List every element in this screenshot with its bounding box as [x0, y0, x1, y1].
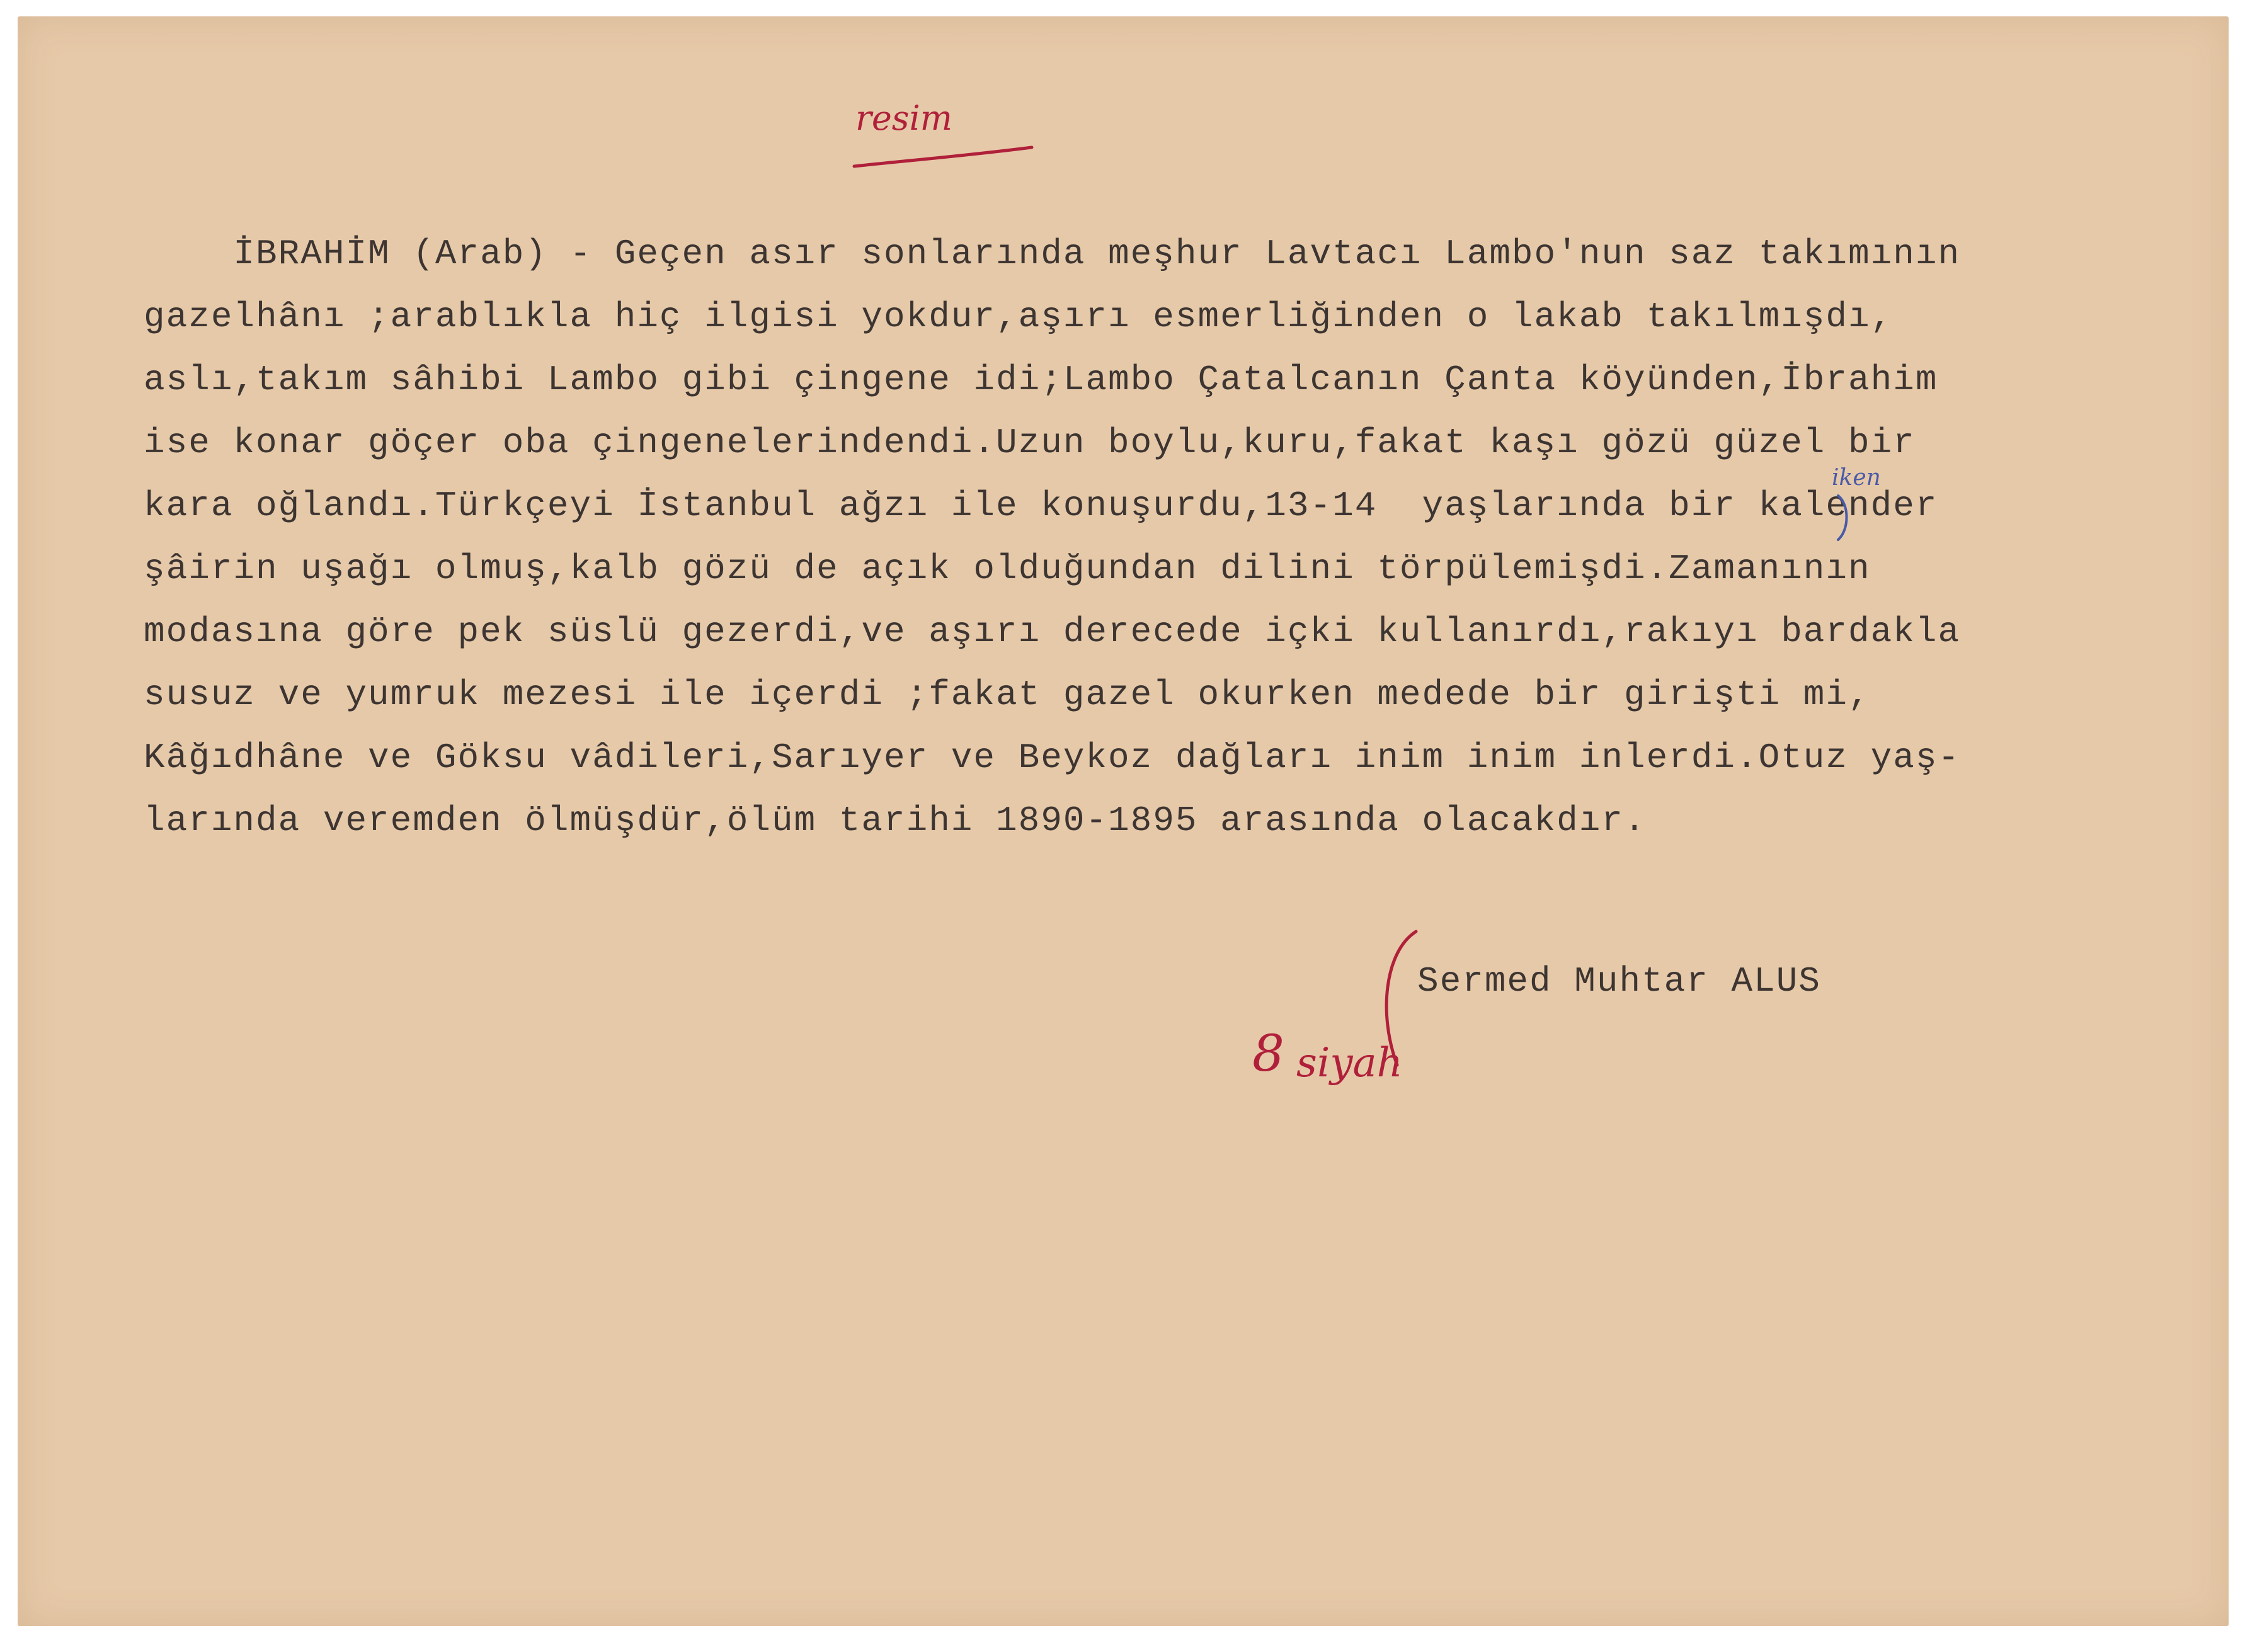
body-line: ise konar göçer oba çingenelerindendi.Uzun boylu,kuru,fakat kaşı gözü güzel bir [144, 423, 1916, 463]
body-line: kara oğlandı.Türkçeyi İstanbul ağzı ile konuşurdu,13-14 yaşlarında bir kalender [144, 486, 1938, 526]
handwritten-insert: iken [1832, 465, 1881, 491]
handwritten-note-top: resim [855, 98, 952, 138]
body-line: aslı,takım sâhibi Lambo gibi çingene idi;Lambo Çatalcanın Çanta köyünden,İbrahim [144, 360, 1938, 400]
body-line: Kâğıdhâne ve Göksu vâdileri,Sarıyer ve Beykoz dağları inim inim inlerdi.Otuz yaş- [144, 738, 1961, 778]
insertion-caret [1836, 492, 1854, 542]
body-line: susuz ve yumruk mezesi ile içerdi ;fakat gazel okurken medede bir girişti mi, [144, 675, 1871, 715]
body-line: şâirin uşağı olmuş,kalb gözü de açık olduğundan dilini törpülemişdi.Zamanının [144, 549, 1871, 589]
body-line: gazelhânı ;arablıkla hiç ilgisi yokdur,aşırı esmerliğinden o lakab takılmışdı, [144, 297, 1894, 337]
handwritten-underline [849, 142, 1038, 174]
handwritten-number: 8 [1252, 1024, 1284, 1083]
body-line: larında veremden ölmüşdür,ölüm tarihi 1890-1895 arasında olacakdır. [144, 800, 1647, 841]
document-sheet [18, 16, 2229, 1626]
signature-author: Sermed Muhtar ALUS [1417, 961, 1821, 1001]
body-line: İBRAHİM (Arab) - Geçen asır sonlarında meşhur Lavtacı Lambo'nun saz takımının [144, 234, 1961, 274]
body-line: modasına göre pek süslü gezerdi,ve aşırı derecede içki kullanırdı,rakıyı bardakla [144, 612, 1961, 652]
handwritten-note-bottom: siyah [1296, 1040, 1403, 1086]
